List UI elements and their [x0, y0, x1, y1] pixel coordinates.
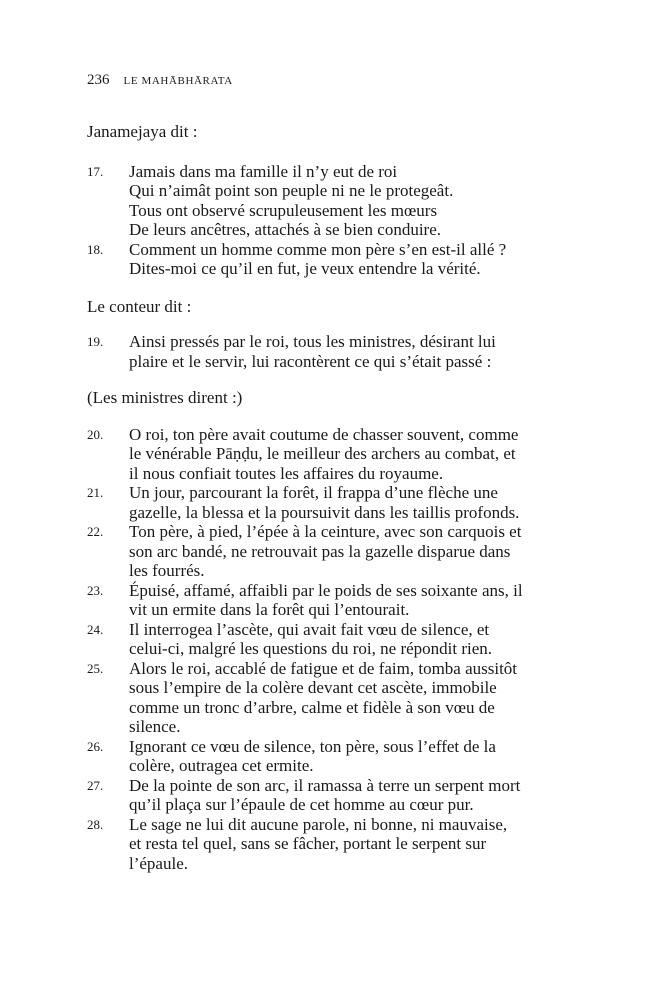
verse	[87, 425, 561, 484]
verse	[87, 483, 561, 522]
verse-number: 21.	[87, 485, 104, 500]
page-number: 236	[87, 72, 110, 88]
verse-line: Jamais dans ma famille il n’y eut de roi	[129, 161, 398, 181]
verse-text	[129, 332, 561, 371]
verse-line: Qui n’aimât point son peuple ni ne le protegeât.	[129, 181, 454, 200]
verse	[87, 620, 561, 659]
verse-line: Épuisé, affamé, affaibli par le poids de ses soixante ans, il	[129, 580, 523, 600]
verse-line: O roi, ton père avait coutume de chasser souvent, comme	[129, 424, 519, 444]
verse-line: les fourrés.	[129, 561, 205, 580]
verse-number: 19.	[87, 334, 104, 349]
verse-line: comme un tronc d’arbre, calme et fidèle à son vœu de	[129, 697, 495, 717]
verse-line: Comment un homme comme mon père s’en est-il allé ?	[129, 239, 507, 259]
verse-line: l’épaule.	[129, 853, 188, 873]
verse-number: 23.	[87, 582, 104, 598]
verse-line: son arc bandé, ne retrouvait pas la gazelle disparue dans	[129, 541, 511, 561]
verse-line: Tous ont observé scrupuleusement les mœurs	[129, 200, 438, 220]
verse	[87, 581, 561, 620]
verse-number: 20.	[87, 426, 104, 442]
verse-number: 27.	[87, 777, 104, 793]
verse-number: 26.	[87, 738, 104, 754]
verse-line: De leurs ancêtres, attachés à se bien conduire.	[129, 220, 441, 239]
verse-text	[129, 425, 561, 484]
verse-number: 22.	[87, 524, 104, 539]
verse	[87, 522, 561, 581]
verse-text	[129, 483, 561, 522]
running-header	[87, 72, 561, 94]
verse-line: il nous confiait toutes les affaires du royaume.	[129, 463, 444, 483]
verse-list	[87, 162, 561, 279]
verse-text	[129, 620, 561, 659]
verse-text	[129, 522, 561, 581]
verse	[87, 162, 561, 240]
body-text	[87, 122, 561, 873]
verse	[87, 332, 561, 371]
verse-line: Ainsi pressés par le roi, tous les ministres, désirant lui	[129, 332, 496, 351]
running-title: LE MAHĀBHĀRATA	[123, 75, 233, 87]
verse-line: plaire et le servir, lui racontèrent ce qui s’était passé :	[129, 351, 492, 371]
verse-text	[129, 815, 561, 874]
verse-number: 25.	[87, 660, 104, 676]
verse-line: qu’il plaça sur l’épaule de cet homme au cœur pur.	[129, 795, 474, 814]
verse-line: Alors le roi, accablé de fatigue et de faim, tomba aussitôt	[129, 658, 518, 678]
verse-text	[129, 581, 561, 620]
verse-line: De la pointe de son arc, il ramassa à terre un serpent mort	[129, 775, 521, 795]
verse-list	[87, 332, 561, 371]
verse-line: Le sage ne lui dit aucune parole, ni bonne, ni mauvaise,	[129, 814, 508, 834]
verse-text	[129, 240, 561, 279]
verse	[87, 776, 561, 815]
verse	[87, 240, 561, 279]
speaker-line: Janamejaya dit :	[87, 122, 198, 141]
verse-line: Il interrogea l’ascète, qui avait fait vœu de silence, et	[129, 619, 490, 639]
verse-text	[129, 737, 561, 776]
verse-text	[129, 659, 561, 737]
verse-line: celui-ci, malgré les questions du roi, ne répondit rien.	[129, 639, 493, 658]
speaker-line: (Les ministres dirent :)	[87, 388, 243, 407]
verse-line: Dites-moi ce qu’il en fut, je veux entendre la vérité.	[129, 259, 481, 278]
verse-line: silence.	[129, 717, 181, 736]
verse-line: et resta tel quel, sans se fâcher, portant le serpent sur	[129, 834, 487, 853]
verse	[87, 815, 561, 874]
verse-line: Ignorant ce vœu de silence, ton père, sous l’effet de la	[129, 736, 496, 756]
verse-line: Ton père, à pied, l’épée à la ceinture, avec son carquois et	[129, 522, 522, 541]
verse-line: gazelle, la blessa et la poursuivit dans les taillis profonds.	[129, 502, 520, 522]
verse-line: vit un ermite dans la forêt qui l’entourait.	[129, 600, 410, 619]
verse	[87, 659, 561, 737]
verse-list	[87, 425, 561, 874]
verse-line: colère, outragea cet ermite.	[129, 756, 314, 775]
verse-number: 24.	[87, 621, 104, 637]
verse-line: Un jour, parcourant la forêt, il frappa d’une flèche une	[129, 483, 498, 502]
book-page	[87, 72, 561, 873]
verse	[87, 737, 561, 776]
verse-text	[129, 776, 561, 815]
verse-line: le vénérable Pāṇḍu, le meilleur des archers au combat, et	[129, 444, 516, 463]
speaker-line: Le conteur dit :	[87, 296, 192, 316]
verse-number: 18.	[87, 241, 104, 257]
verse-number: 28.	[87, 816, 104, 832]
verse-text	[129, 162, 561, 240]
verse-line: sous l’empire de la colère devant cet ascète, immobile	[129, 678, 497, 697]
verse-number: 17.	[87, 163, 104, 179]
